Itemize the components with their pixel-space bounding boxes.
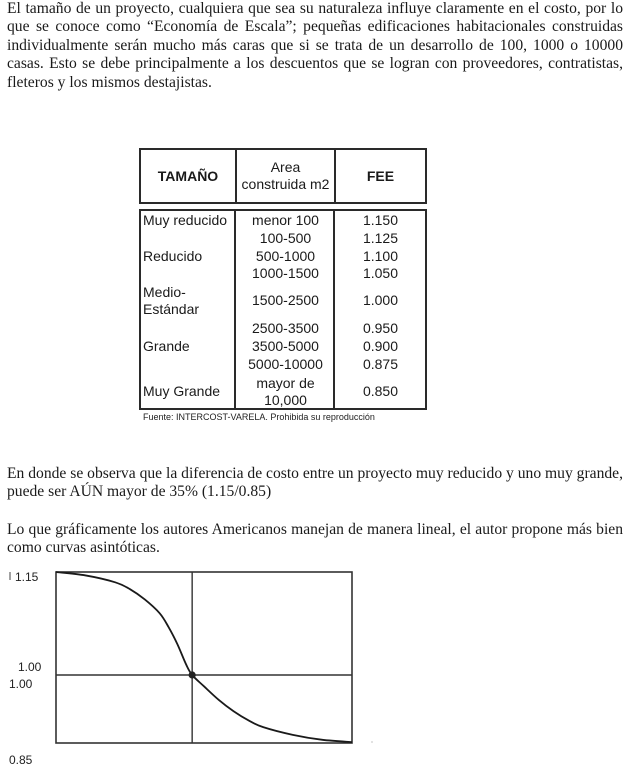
area-cell: 3500-5000 [252,338,319,354]
fee-curve [56,572,352,742]
fee-table-body [139,209,427,410]
stray-dot [371,741,372,742]
size-medio-line1: Medio- [143,284,186,300]
observation-paragraph: En donde se observa que la diferencia de costo entre un proyecto muy reducido y uno muy grande, puede ser AÚN mayor de 35% (1.15/0.85) [7,465,623,501]
reference-point-marker [189,671,196,678]
fee-cell: 0.900 [362,338,399,354]
fee-cell: 0.875 [362,356,399,372]
size-medio-line2: Estándar [143,301,200,317]
fee-cell: 1.100 [362,248,399,264]
area-cell-line2: 10,000 [264,392,307,408]
size-reducido: Reducido [143,248,203,264]
y-tick-label-mid: 1.00 [18,660,42,674]
area-cell: menor 100 [252,212,319,228]
proposal-paragraph: Lo que gráficamente los autores Americanos manejan de manera lineal, el autor propone más bien como curvas asintóticas. [7,521,623,557]
y-tick-label-mid-2: 1.00 [9,677,33,691]
header-area-line1: Area [270,159,301,175]
header-size: TAMAÑO [141,150,237,202]
table-source-note: Fuente: INTERCOST-VARELA. Prohibida su reproducción [143,412,375,422]
plot-frame [56,572,352,743]
header-area-line2: construida m2 [241,176,330,192]
fee-cell: 0.850 [362,383,399,399]
area-cell: 500-1000 [255,248,316,264]
area-cell: 5000-10000 [248,356,323,372]
fee-cell: 1.050 [362,265,399,281]
area-cell: 2500-3500 [252,320,319,336]
asymptotic-fee-chart [0,560,400,767]
fee-cell: 1.150 [362,212,399,228]
size-grande: Grande [143,338,190,354]
y-tick-label-top: 1.15 [15,570,39,584]
area-cell-line1: mayor de [256,375,315,391]
header-fee: FEE [366,167,395,184]
fee-cell: 1.000 [362,292,399,308]
area-cell: 1000-1500 [252,265,319,281]
header-area [237,150,336,202]
fee-cell: 0.950 [362,320,399,336]
y-tick-label-bottom: 0.85 [9,753,33,767]
fee-cell: 1.125 [362,230,399,246]
column-divider [234,211,236,408]
area-cell: 1500-2500 [252,292,319,308]
fee-table-header [139,148,427,204]
size-muy-grande: Muy Grande [143,383,221,399]
area-cell: 100-500 [259,230,312,246]
size-muy-reducido: Muy reducido [143,212,228,228]
intro-paragraph: El tamaño de un proyecto, cualquiera que sea su naturaleza influye claramente en el costo, por lo que se conoce como “Economía de Escala”; pequeñas edificaciones habitacionales construidas individualmente serán mucho más caras que si se trata de un desarrollo de 100, 1000 o 10000 casas. Esto se debe principalmente a los descuentos que se logran con proveedores, contratistas, fleteros y los mismos destajistas. [7,0,623,91]
